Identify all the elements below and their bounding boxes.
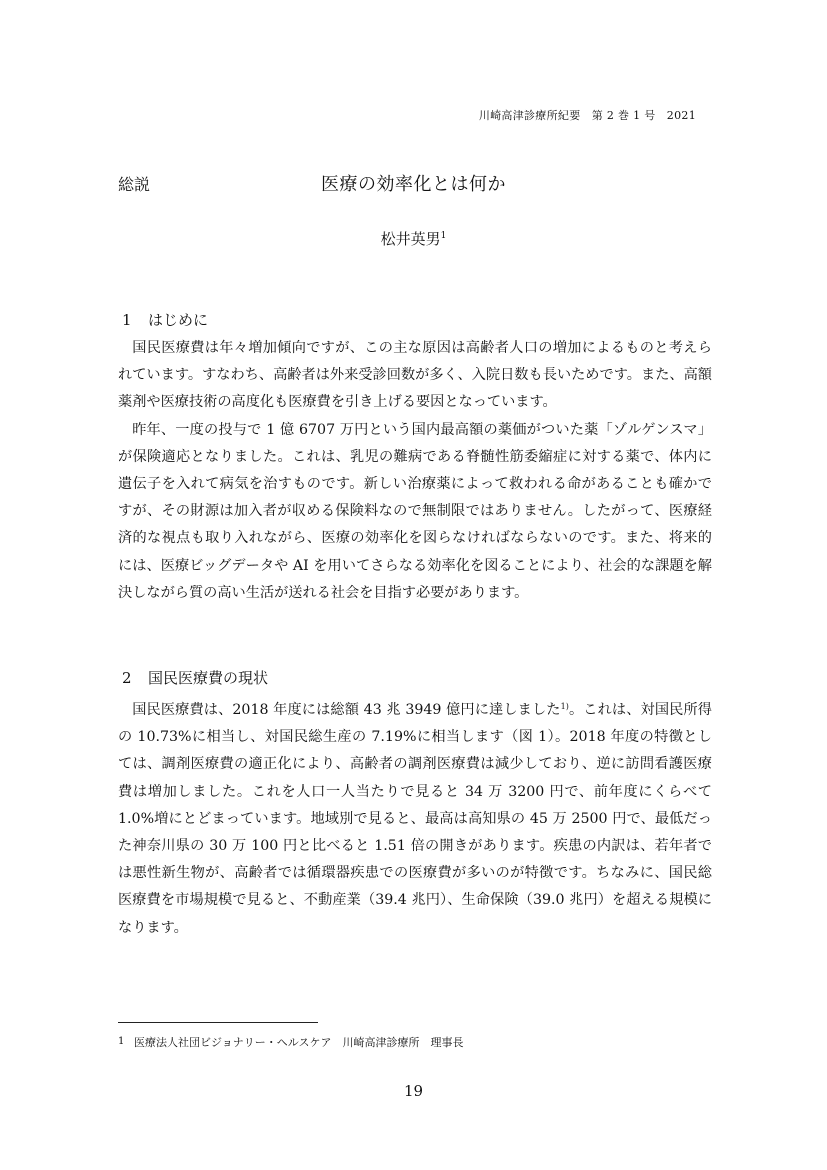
page-number: 19 [403,1082,424,1100]
author-affiliation-mark: 1 [440,231,447,241]
section-number: 2 [122,669,132,687]
reference-mark: 1) [560,702,569,711]
body-paragraph [118,693,712,942]
author-name: 松井英男 [380,230,441,248]
footnote-mark: 1 [118,1036,125,1047]
section-heading [118,305,712,335]
footnote-text: 医療法人社団ビジョナリー・ヘルスケア 川崎高津診療所 理事長 [134,1036,464,1049]
running-header: 川崎高津診療所紀要 第 2 巻 1 号 2021 [478,109,696,122]
body-paragraph: 昨年、一度の投与で 1 億 6707 万円という国内最高額の薬価がついた薬「ゾルゲンスマ」が保険適応となりました。これは、乳児の難病である脊髄性筋委縮症に対する薬で、体内に遺伝子を入れて病気を治すものです。新しい治療薬によって救われる命があることも確かですが、その財源は加入者が収める保険料なので無制限ではありません。したがって、医療経済的な視点も取り入れながら、医療の効率化を図らなければならないのです。また、将来的には、医療ビッグデータや AI を用いてさらなる効率化を図ることにより、社会的な課題を解決しながら質の高い生活が送れる社会を目指す必要があります。 [118,421,712,601]
article-title: 医療の効率化とは何か [321,174,506,195]
author-line [0,228,827,249]
section-title: 国民医療費の現状 [148,669,269,687]
paragraph-text: 。これは、対国民所得の 10.73%に相当し、対国民総生産の 7.19%に相当します（図 1）。2018 年度の特徴としては、調剤医療費の適正化により、高齢者の調剤医療費は減少しており、逆に訪問看護医療費は増加しました。これを人口一人当たりで見ると 34 万 3200 円で、前年度にくらべて 1.0%増にとどまっています。地域別で見ると、最高は高知県の 45 万 2500 円で、最低だった神奈川県の 30 万 100 円と比べると 1.51 倍の開きがあります。疾患の内訳は、若年者では悪性新生物が、高齢者では循環器疾患での医療費が多いのが特徴です。ちなみに、国民総医療費を市場規模で見ると、不動産業（39.4 兆円）、生命保険（39.0 兆円）を超える規模になります。 [118,702,712,936]
footnote-divider [118,1022,318,1023]
section-introduction [118,305,712,607]
body-paragraph: 国民医療費は年々増加傾向ですが、この主な原因は高齢者人口の増加によるものと考えられています。すなわち、高齢者は外来受診回数が多く、入院日数も長いためです。また、高額薬剤や医療技術の高度化も医療費を引き上げる要因となっています。 [118,340,712,411]
footnote [118,1034,463,1050]
paragraph-text: 国民医療費は、2018 年度には総額 43 兆 3949 億円に達しました [132,702,561,718]
section-heading [118,663,712,693]
section-current-status [118,663,712,942]
section-title: はじめに [148,311,209,329]
section-number: 1 [122,311,132,329]
article-type-label: 総説 [118,175,151,194]
